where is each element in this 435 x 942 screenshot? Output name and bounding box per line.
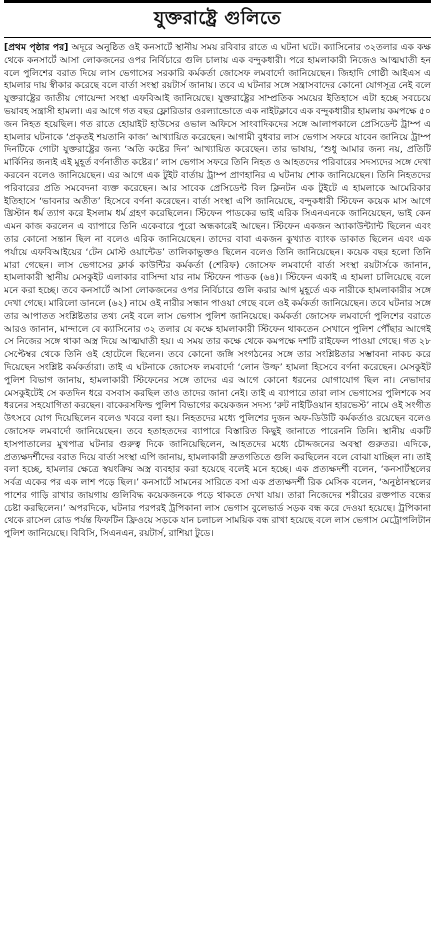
- article-header: [4, 3, 431, 35]
- article-title: যুক্তরাষ্ট্রে গুলিতে: [153, 7, 282, 29]
- article-text: অদূরে অনুষ্ঠিত ওই কনসার্টে স্থানীয় সময় রবিবার রাতে এ ঘটনা ঘটে। ক্যাসিনোর ৩২তলার এক কক্ষ থেকে কনসার্টে আসা লোকজনের ওপর নির্বিচারে গুলি চালায় এক বন্দুকধারী। পরে হামলাকারী নিজেও আত্মঘাতী হন বলে পুলিশের বরাত দিয়ে লাস ভেগাসের সরকারি কর্মকর্তা জোসেফ লমবার্দো জানিয়েছেন। জিহাদি গোষ্ঠী আইএস এ হামলার দায় স্বীকার করেছে বলে বার্তা সংস্থা রয়টার্স জানায়। তবে এ ঘটনার সঙ্গে সন্ত্রাসবাদের কোনো যোগসূত্র নেই বলে যুক্তরাষ্ট্রের জাতীয় গোয়েন্দা সংস্থা এফবিআই জানিয়েছে। যুক্তরাষ্ট্রের সাম্প্রতিক সময়ের ইতিহাসে এটা হচ্ছে সবচেয়ে ভয়াবহ সন্ত্রাসী হামলা। এর আগে গত বছর ফ্লোরিডার ওরল্যান্ডোতে এক নাইটক্লাবে এক বন্দুকধারীর হামলায় কমপক্ষে ৫০ জন নিহত হয়েছিল। গত রাতে হোয়াইট হাউসের ওভাল অফিসে সাংবাদিকদের সঙ্গে আলাপকালে প্রেসিডেন্ট ট্রাম্প এ হামলার ঘটনাকে ‘প্রকৃতই শয়তানি কাজ’ আখ্যায়িত করেছেন। আগামী বুধবার লাস ভেগাস সফরে যাবেন জানিয়ে ট্রাম্প দিনটিকে গোটা যুক্তরাষ্ট্রের জন্য ‘অতি কষ্টের দিন’ আখ্যায়িত করেছেন। তার ভাষায়, ‘শুধু আমার জন্য নয়, প্রতিটি মার্কিনির জন্যই এই মুহূর্ত বর্ণনাতীত কষ্টের।’ লাস ভেগাস সফরে তিনি নিহত ও আহতদের পরিবারের সদস্যদের সঙ্গে দেখা করবেন বলেও জানিয়েছেন। এর আগে এক টুইট বার্তায় ট্রাম্প প্রাণহানির এ ঘটনায় শোক জানিয়েছেন। তিনি নিহতদের পরিবারের প্রতি সমবেদনা ব্যক্ত করেছেন। আর সাবেক প্রেসিডেন্ট বিল ক্লিনটন এক টুইটে এ হামলাকে আমেরিকার ইতিহাসে ‘ভাবনার অতীত’ হিসেবে বর্ণনা করেছেন। বার্তা সংস্থা এপি জানিয়েছে, বন্দুকধারী স্টিফেন কয়েক মাস আগে খ্রিস্টান ধর্ম ত্যাগ করে ইসলাম ধর্ম গ্রহণ করেছিলেন। স্টিফেন পাডকের ভাই এরিক সিএনএনকে জানিয়েছেন, ভাই কেন এমন কাজ করলেন এ ব্যাপারে তিনি একেবারে পুরো অন্ধকারেই আছেন। স্টিফেন একজন অ্যাকাউন্ট্যান্ট ছিলেন এবং তার কোনো সন্তান ছিল না বলেও এরিক জানিয়েছেন। তাদের বাবা একজন কুখ্যাত ব্যাংক ডাকাত ছিলেন এবং এক পর্যায়ে এফবিআইয়ের ‘টেন মোস্ট ওয়ান্টেড’ তালিকাভুক্তও ছিলেন বলেও তিনি জানিয়েছেন। কয়েক বছর হলো তিনি মারা গেছেন। লাস ভেগাসের ক্লার্ক কাউন্টির কর্মকর্তা (শেরিফ) জোসেফ লমবার্দো বার্তা সংস্থা রয়টার্সকে জানান, হামলাকারী স্থানীয় মেসকুইট এলাকার বাসিন্দা যার নাম স্টিফেন পাডক (৬৪)। স্টিফেন একাই এ হামলা চালিয়েছে বলে মনে করা হচ্ছে। তবে কনসার্টে আসা লোকজনের ওপর নির্বিচারে গুলি করার আগ মুহূর্তে এক নারীকে হামলাকারীর সঙ্গে দেখা গেছে। মারিলো ডানলে (৬২) নামে ওই নারীর সন্ধান পাওয়া গেছে বলে ওই কর্মকর্তা জানিয়েছেন। তবে ঘটনার সঙ্গে তার আপাতত সংশ্লিষ্টতার তথ্য নেই বলে লাস ভেগাস পুলিশ জানিয়েছে। কর্মকর্তা জোসেফ লমবার্দো পুলিশের বরাতে আরও জানান, মান্দালে বে ক্যাসিনোর ৩২ তলার যে কক্ষে হামলাকারী স্টিফেন থাকতেন সেখানে পুলিশ পৌঁছার আগেই সে নিজের সঙ্গে থাকা অস্ত্র দিয়ে আত্মঘাতী হয়। এ সময় তার কক্ষে থেকে কমপক্ষে দশটি রাইফেল পাওয়া গেছে। গত ২৮ সেপ্টেম্বর থেকে তিনি ওই হোটেলে ছিলেন। তবে কোনো জঙ্গি সংগঠনের সঙ্গে তার সংশ্লিষ্টতার সম্ভাবনা নাকচ করে দিয়েছেন সংশ্লিষ্ট কর্মকর্তারা। তাই এ ঘটনাকে জোসেফ লমবার্দো ‘লোন উল্ফ’ হামলা হিসেবে বর্ণনা করেছেন। মেসকুইট পুলিশ বিভাগ জানায়, হামলাকারী স্টিফেনের সঙ্গে তাদের এর আগে কোনো ধরনের যোগাযোগ ছিল না। নেভাদার মেসকুইটেই সে কতদিন ধরে বসবাস করছিল তাও তাদের জানা নেই। তাই এ ব্যাপারে তারা লাস ভেগাসের পুলিশকে সব ধরনের সহযোগিতা করছেন। বাকেরসফিল্ড পুলিশ বিভাগের কয়েকজন সদস্য ‘রুট নাইটিওয়ান হারভেস্ট’ নামে ওই সংগীত উৎসবে যোগ দিয়েছিলেন বলেও খবরে বলা হয়। নিহতদের মধ্যে পুলিশের দুজন অফ-ডিউটি কর্মকর্তাও রয়েছেন বলেও জোসেফ লমবার্দো জানিয়েছেন। তবে হতাহতদের ব্যাপারে বিস্তারিত কিছুই জানাতে পারেননি তিনি। স্থানীয় একটি হাসপাতালের মুখপাত্র ঘটনার গুরুত্ব দিকে জানিয়েছিলেন, আহতদের মধ্যে চৌদ্দজনের অবস্থা গুরুতর। এদিকে, প্রত্যক্ষদর্শীদের বরাত দিয়ে বার্তা সংস্থা এপি জানায়, হামলাকারী দ্রুতগতিতে গুলি করছিলেন বলে বোঝা যাচ্ছিল না। তাই বলা হচ্ছে, হামলার ক্ষেত্রে স্বয়ংক্রিয় অস্ত্র ব্যবহার করা হয়েছে বলেই মনে হচ্ছে। এক প্রত্যক্ষদর্শী বলেন, ‘কনসার্টস্থলের সর্বত্র একের পর এক লাশ পড়ে ছিল।’ কনসার্টে সামনের সারিতে বসা এক প্রত্যক্ষদর্শী রিক মেসিক বলেন, ‘অনুষ্ঠানস্থলের পাশের গাড়ি রাখার জায়গায় গুলিবিদ্ধ কয়েকজনকে পড়ে থাকতে দেখা যায়। তারা নিজেদের শরীরের রক্তপাত বন্ধের চেষ্টা করছিলেন।’ অপরদিকে, ঘটনার পরপরই ট্রপিকানা লাস ভেগাস বুলেভার্ড সড়ক বন্ধ করে দেওয়া হয়েছে। ট্রপিকানা থেকে রাসেল রোড পর্যন্ত ফিফটিন ফ্রিওয়ে সড়কে যান চলাচল সাময়িক বন্ধ রাখা হয়েছে বলে লাস ভেগাস মেট্রোপলিটান পুলিশ জানিয়েছে। বিবিসি, সিএনএন, রয়টার্স, রাশিয়া টুডে।: [4, 42, 431, 540]
- article-body: [4, 42, 431, 541]
- continuation-marker: [প্রথম পৃষ্ঠার পর]: [4, 42, 69, 53]
- article-paragraph: [4, 42, 431, 541]
- title-divider: [4, 37, 431, 38]
